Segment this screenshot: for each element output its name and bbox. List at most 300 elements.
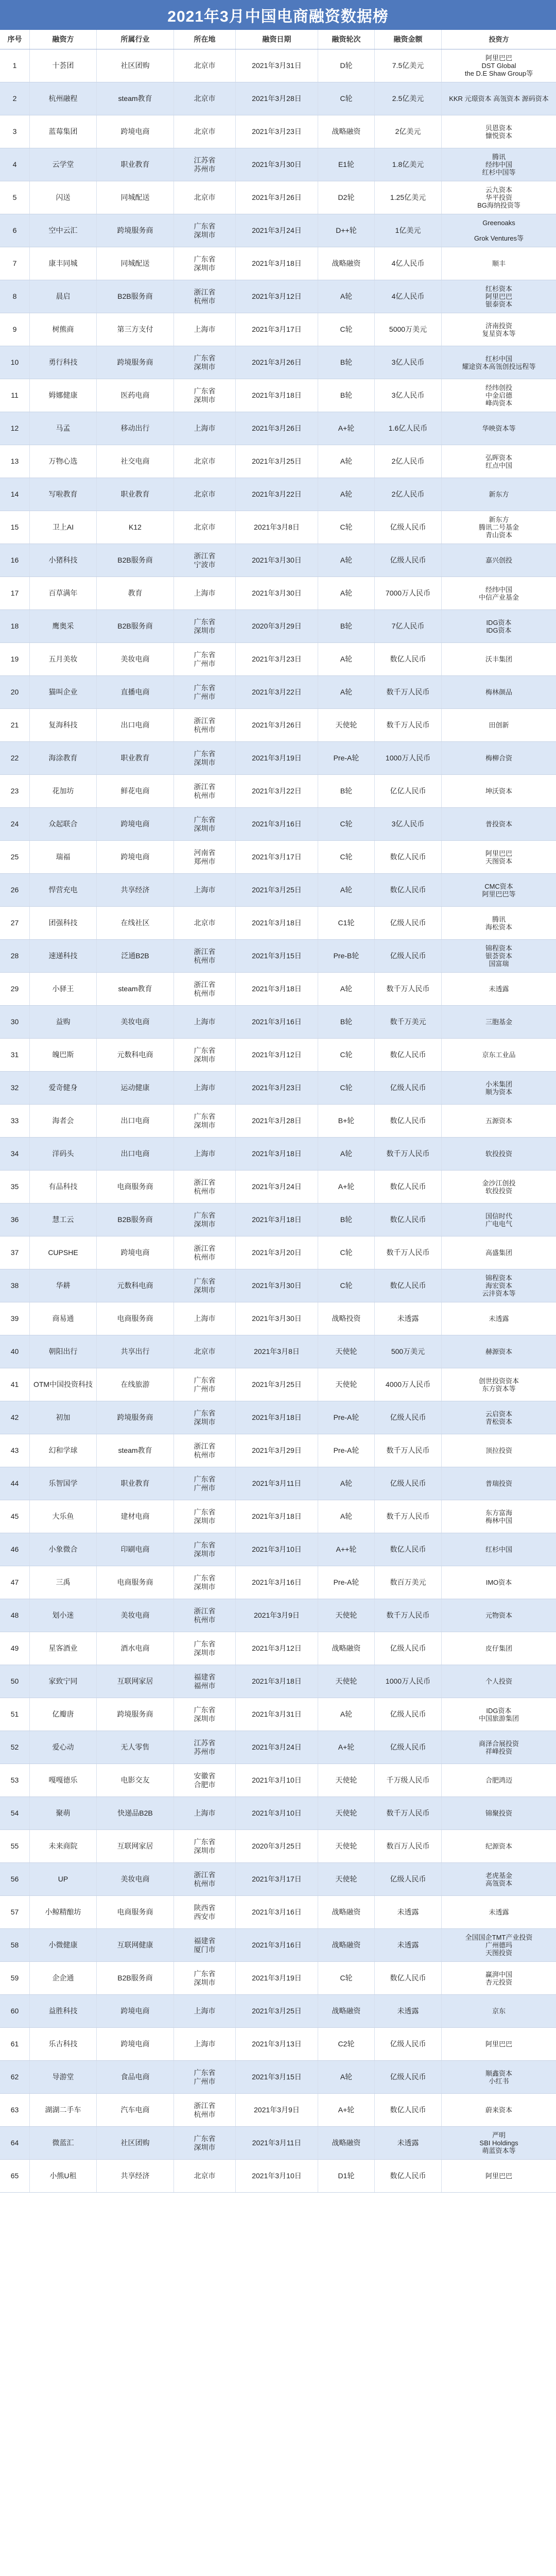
cell-company: 花加坊 bbox=[30, 775, 97, 807]
cell-location: 广东省 深圳市 bbox=[174, 1566, 236, 1599]
cell-date: 2021年3月8日 bbox=[236, 511, 318, 544]
table-row bbox=[0, 1797, 556, 1830]
cell-amount: 4000万人民币 bbox=[375, 1368, 442, 1401]
cell-investors: 个人投资 bbox=[485, 1677, 512, 1685]
cell-no: 47 bbox=[0, 1566, 30, 1599]
cell-company: 星客酒业 bbox=[30, 1632, 97, 1665]
cell-round: 战略融资 bbox=[318, 1632, 375, 1665]
cell-amount: 数亿人民币 bbox=[375, 841, 442, 873]
cell-industry: 鲜花电商 bbox=[97, 775, 174, 807]
cell-no: 3 bbox=[0, 115, 30, 148]
cell-investors: 红杉中国 bbox=[485, 1546, 512, 1553]
cell-date: 2021年3月18日 bbox=[236, 1500, 318, 1533]
cell-investors: 阿里巴巴 天图资本 bbox=[485, 849, 512, 865]
table-row bbox=[0, 478, 556, 511]
cell-industry: B2B服务商 bbox=[97, 1962, 174, 1994]
cell-industry: 跨境服务商 bbox=[97, 214, 174, 247]
table-row bbox=[0, 1929, 556, 1962]
cell-industry: 元数科电商 bbox=[97, 1039, 174, 1071]
cell-amount: 1000万人民币 bbox=[375, 1665, 442, 1698]
cell-location: 广东省 广州市 bbox=[174, 2061, 236, 2093]
cell-no: 25 bbox=[0, 841, 30, 873]
cell-round: C2轮 bbox=[318, 2028, 375, 2060]
cell-no: 24 bbox=[0, 808, 30, 840]
cell-investors: 赢湃中国 杏元投资 bbox=[485, 1970, 512, 1986]
cell-industry: 出口电商 bbox=[97, 1138, 174, 1170]
cell-company: 卫上AI bbox=[30, 511, 97, 544]
cell-industry: K12 bbox=[97, 511, 174, 544]
table-row bbox=[0, 1236, 556, 1269]
table-row bbox=[0, 280, 556, 313]
cell-location: 浙江省 杭州市 bbox=[174, 1863, 236, 1895]
cell-round: A轮 bbox=[318, 874, 375, 906]
cell-round: 天使轮 bbox=[318, 1368, 375, 1401]
table-row bbox=[0, 1896, 556, 1929]
cell-no: 9 bbox=[0, 313, 30, 346]
cell-company: 众起联合 bbox=[30, 808, 97, 840]
cell-date: 2021年3月19日 bbox=[236, 1962, 318, 1994]
cell-no: 60 bbox=[0, 1995, 30, 2027]
cell-date: 2021年3月22日 bbox=[236, 478, 318, 511]
cell-no: 64 bbox=[0, 2127, 30, 2159]
cell-no: 46 bbox=[0, 1533, 30, 1566]
cell-industry: 互联网健康 bbox=[97, 1929, 174, 1961]
cell-round: A轮 bbox=[318, 280, 375, 313]
cell-no: 23 bbox=[0, 775, 30, 807]
cell-location: 广东省 深圳市 bbox=[174, 1962, 236, 1994]
cell-industry: 电商服务商 bbox=[97, 1302, 174, 1335]
header-cell-company: 融资方 bbox=[30, 30, 97, 49]
cell-no: 35 bbox=[0, 1171, 30, 1203]
cell-company: 商易通 bbox=[30, 1302, 97, 1335]
cell-round: Pre-A轮 bbox=[318, 1401, 375, 1434]
table-row bbox=[0, 1764, 556, 1797]
table-row bbox=[0, 1665, 556, 1698]
cell-company: 团强科技 bbox=[30, 907, 97, 939]
cell-investors: 红杉中国 耀途资本高瓴创投远程等 bbox=[462, 354, 536, 370]
cell-company: 速递科技 bbox=[30, 940, 97, 972]
cell-amount: 数亿人民币 bbox=[375, 1039, 442, 1071]
table-row bbox=[0, 49, 556, 82]
cell-company: 划小迷 bbox=[30, 1599, 97, 1632]
header-cell-location: 所在地 bbox=[174, 30, 236, 49]
cell-location: 广东省 广州市 bbox=[174, 676, 236, 708]
cell-round: A轮 bbox=[318, 544, 375, 577]
cell-date: 2021年3月30日 bbox=[236, 544, 318, 577]
table-row bbox=[0, 1006, 556, 1039]
cell-industry: 印刷电商 bbox=[97, 1533, 174, 1566]
cell-amount: 数亿人民币 bbox=[375, 643, 442, 675]
cell-industry: B2B服务商 bbox=[97, 610, 174, 642]
table-row bbox=[0, 643, 556, 676]
cell-no: 49 bbox=[0, 1632, 30, 1665]
table-row bbox=[0, 1269, 556, 1302]
cell-date: 2021年3月9日 bbox=[236, 2094, 318, 2126]
cell-no: 19 bbox=[0, 643, 30, 675]
cell-date: 2021年3月26日 bbox=[236, 181, 318, 214]
cell-date: 2021年3月10日 bbox=[236, 2160, 318, 2192]
cell-investors: 商泽合展投资 祥峰投资 bbox=[478, 1739, 519, 1755]
cell-round: 战略融资 bbox=[318, 1896, 375, 1928]
cell-location: 上海市 bbox=[174, 1797, 236, 1829]
cell-date: 2021年3月29日 bbox=[236, 1434, 318, 1467]
cell-location: 河南省 郑州市 bbox=[174, 841, 236, 873]
cell-amount: 数千万人民币 bbox=[375, 973, 442, 1005]
table-row bbox=[0, 214, 556, 247]
cell-no: 51 bbox=[0, 1698, 30, 1731]
cell-industry: 汽车电商 bbox=[97, 2094, 174, 2126]
cell-location: 上海市 bbox=[174, 2028, 236, 2060]
cell-industry: B2B服务商 bbox=[97, 280, 174, 313]
cell-location: 浙江省 杭州市 bbox=[174, 2094, 236, 2126]
cell-industry: 跨境服务商 bbox=[97, 346, 174, 379]
cell-industry: 电商服务商 bbox=[97, 1171, 174, 1203]
cell-round: B轮 bbox=[318, 1006, 375, 1038]
cell-location: 广东省 深圳市 bbox=[174, 1698, 236, 1731]
cell-round: C轮 bbox=[318, 1962, 375, 1994]
cell-round: Pre-A轮 bbox=[318, 742, 375, 774]
cell-industry: 电商服务商 bbox=[97, 1566, 174, 1599]
cell-location: 上海市 bbox=[174, 1302, 236, 1335]
cell-investors: 纪源资本 bbox=[485, 1842, 512, 1850]
header-cell-industry: 所属行业 bbox=[97, 30, 174, 49]
cell-investors: 云九资本 华平投资 BG海纳投资等 bbox=[477, 186, 520, 209]
cell-round: C轮 bbox=[318, 313, 375, 346]
cell-location: 浙江省 杭州市 bbox=[174, 709, 236, 741]
table-row bbox=[0, 313, 556, 346]
cell-amount: 亿级人民币 bbox=[375, 511, 442, 544]
cell-round: A轮 bbox=[318, 445, 375, 478]
cell-investors: 顶拉投资 bbox=[485, 1447, 512, 1454]
cell-amount: 数亿人民币 bbox=[375, 874, 442, 906]
cell-date: 2021年3月18日 bbox=[236, 973, 318, 1005]
cell-location: 福建省 厦门市 bbox=[174, 1929, 236, 1961]
cell-location: 广东省 深圳市 bbox=[174, 1204, 236, 1236]
cell-amount: 数千万人民币 bbox=[375, 1599, 442, 1632]
cell-location: 安徽省 合肥市 bbox=[174, 1764, 236, 1797]
cell-round: A+轮 bbox=[318, 1731, 375, 1764]
cell-round: 天使轮 bbox=[318, 1764, 375, 1797]
cell-investors: 东方富海 梅林中国 bbox=[485, 1509, 512, 1524]
cell-investors: CMC资本 阿里巴巴等 bbox=[482, 882, 516, 898]
cell-date: 2021年3月25日 bbox=[236, 874, 318, 906]
cell-location: 浙江省 杭州市 bbox=[174, 1171, 236, 1203]
cell-investors: 五源资本 bbox=[485, 1117, 512, 1125]
cell-industry: 职业教育 bbox=[97, 478, 174, 511]
cell-amount: 亿级人民币 bbox=[375, 2061, 442, 2093]
cell-amount: 亿级人民币 bbox=[375, 1467, 442, 1500]
cell-date: 2021年3月23日 bbox=[236, 115, 318, 148]
cell-date: 2021年3月16日 bbox=[236, 1929, 318, 1961]
cell-investors: 顺丰 bbox=[492, 260, 506, 267]
table-row bbox=[0, 2127, 556, 2160]
cell-no: 11 bbox=[0, 379, 30, 412]
cell-no: 44 bbox=[0, 1467, 30, 1500]
cell-no: 34 bbox=[0, 1138, 30, 1170]
cell-no: 36 bbox=[0, 1204, 30, 1236]
cell-company: 魄巴斯 bbox=[30, 1039, 97, 1071]
cell-company: 猫叫企业 bbox=[30, 676, 97, 708]
cell-investors: 云启资本 青松资本 bbox=[485, 1410, 512, 1426]
cell-date: 2021年3月17日 bbox=[236, 313, 318, 346]
cell-company: 湖湖二手车 bbox=[30, 2094, 97, 2126]
cell-amount: 数亿人民币 bbox=[375, 2160, 442, 2192]
cell-location: 江苏省 苏州市 bbox=[174, 148, 236, 181]
cell-investors: 普瑞投资 bbox=[485, 1480, 512, 1487]
cell-amount: 数千万人民币 bbox=[375, 1236, 442, 1269]
cell-round: E1轮 bbox=[318, 148, 375, 181]
cell-location: 广东省 深圳市 bbox=[174, 2127, 236, 2159]
cell-round: C轮 bbox=[318, 1269, 375, 1302]
table-row bbox=[0, 973, 556, 1006]
cell-investors: 田创新 bbox=[489, 721, 509, 729]
cell-amount: 数亿人民币 bbox=[375, 1533, 442, 1566]
cell-amount: 数亿人民币 bbox=[375, 2094, 442, 2126]
cell-industry: 第三方支付 bbox=[97, 313, 174, 346]
cell-company: UP bbox=[30, 1863, 97, 1895]
cell-investors: 沃丰集团 bbox=[485, 655, 512, 663]
cell-amount: 1.25亿美元 bbox=[375, 181, 442, 214]
cell-location: 广东省 深圳市 bbox=[174, 214, 236, 247]
cell-date: 2021年3月15日 bbox=[236, 940, 318, 972]
cell-company: 有品科技 bbox=[30, 1171, 97, 1203]
cell-company: 写啦教育 bbox=[30, 478, 97, 511]
table-row bbox=[0, 2028, 556, 2061]
cell-investors: 金沙江创投 软投投资 bbox=[482, 1179, 516, 1195]
cell-amount: 数千万人民币 bbox=[375, 1797, 442, 1829]
cell-no: 31 bbox=[0, 1039, 30, 1071]
cell-no: 17 bbox=[0, 577, 30, 609]
cell-industry: 同城配送 bbox=[97, 181, 174, 214]
cell-company: 聚萌 bbox=[30, 1797, 97, 1829]
cell-date: 2021年3月24日 bbox=[236, 1731, 318, 1764]
cell-company: 洋码头 bbox=[30, 1138, 97, 1170]
cell-company: 爱心动 bbox=[30, 1731, 97, 1764]
cell-investors: 锦程资本 银荟资本 国富瑞 bbox=[485, 944, 512, 968]
cell-no: 6 bbox=[0, 214, 30, 247]
table-row bbox=[0, 346, 556, 379]
cell-company: 瑞福 bbox=[30, 841, 97, 873]
cell-location: 广东省 深圳市 bbox=[174, 379, 236, 412]
cell-investors: 新东方 腾讯二号基金 青山资本 bbox=[478, 516, 519, 539]
table-row bbox=[0, 610, 556, 643]
cell-date: 2021年3月16日 bbox=[236, 1566, 318, 1599]
cell-round: C轮 bbox=[318, 841, 375, 873]
cell-round: A轮 bbox=[318, 1698, 375, 1731]
cell-no: 26 bbox=[0, 874, 30, 906]
cell-company: 幻和学球 bbox=[30, 1434, 97, 1467]
cell-no: 65 bbox=[0, 2160, 30, 2192]
cell-location: 北京市 bbox=[174, 115, 236, 148]
table-row bbox=[0, 544, 556, 577]
cell-date: 2021年3月18日 bbox=[236, 1204, 318, 1236]
cell-no: 59 bbox=[0, 1962, 30, 1994]
cell-industry: 跨境服务商 bbox=[97, 1401, 174, 1434]
cell-company: 小猪科技 bbox=[30, 544, 97, 577]
cell-company: 嘎嘎德乐 bbox=[30, 1764, 97, 1797]
table-row bbox=[0, 1434, 556, 1467]
cell-date: 2021年3月28日 bbox=[236, 1105, 318, 1137]
header-cell-date: 融资日期 bbox=[236, 30, 318, 49]
cell-round: C轮 bbox=[318, 1236, 375, 1269]
cell-industry: 共享经济 bbox=[97, 2160, 174, 2192]
cell-industry: 医药电商 bbox=[97, 379, 174, 412]
cell-industry: steam教育 bbox=[97, 82, 174, 115]
cell-investors: 锦程资本 海宏资本 云沣资本等 bbox=[482, 1274, 516, 1297]
table-row bbox=[0, 1863, 556, 1896]
cell-industry: 共享出行 bbox=[97, 1335, 174, 1368]
cell-amount: 1亿美元 bbox=[375, 214, 442, 247]
cell-location: 浙江省 杭州市 bbox=[174, 280, 236, 313]
cell-industry: 泛通B2B bbox=[97, 940, 174, 972]
table-row bbox=[0, 1039, 556, 1072]
header-cell-amount: 融资金额 bbox=[375, 30, 442, 49]
cell-amount: 数千万人民币 bbox=[375, 676, 442, 708]
cell-industry: 跨境电商 bbox=[97, 1995, 174, 2027]
cell-investors: IDG资本 中国旅游集团 bbox=[478, 1706, 519, 1722]
cell-investors: 嘉兴创投 bbox=[485, 556, 512, 564]
table-row bbox=[0, 2094, 556, 2127]
cell-date: 2021年3月18日 bbox=[236, 1138, 318, 1170]
cell-investors: 未透露 bbox=[489, 1908, 509, 1916]
cell-industry: 同城配送 bbox=[97, 247, 174, 280]
cell-round: C轮 bbox=[318, 511, 375, 544]
cell-round: Pre-A轮 bbox=[318, 1434, 375, 1467]
cell-investors: 国信时代 广电电气 bbox=[485, 1212, 512, 1228]
cell-no: 62 bbox=[0, 2061, 30, 2093]
table-row bbox=[0, 1599, 556, 1632]
cell-round: D++轮 bbox=[318, 214, 375, 247]
cell-investors: 经纬中国 中信产业基金 bbox=[478, 585, 519, 601]
cell-industry: 直播电商 bbox=[97, 676, 174, 708]
cell-location: 上海市 bbox=[174, 412, 236, 445]
page-title: 2021年3月中国电商融资数据榜 bbox=[0, 0, 556, 30]
cell-industry: 美妆电商 bbox=[97, 1006, 174, 1038]
table-row bbox=[0, 775, 556, 808]
cell-location: 浙江省 杭州市 bbox=[174, 1434, 236, 1467]
cell-investors: 创世投资资本 东方资本等 bbox=[478, 1377, 519, 1393]
cell-company: 云学堂 bbox=[30, 148, 97, 181]
cell-company: 小鲸精酿坊 bbox=[30, 1896, 97, 1928]
cell-industry: 跨境电商 bbox=[97, 115, 174, 148]
cell-industry: 元数科电商 bbox=[97, 1269, 174, 1302]
cell-investors: 腾讯 经纬中国 红杉中国等 bbox=[482, 153, 516, 176]
cell-date: 2021年3月17日 bbox=[236, 841, 318, 873]
cell-amount: 数千万人民币 bbox=[375, 1434, 442, 1467]
cell-investors: 梅林颜品 bbox=[485, 688, 512, 696]
cell-amount: 2亿人民币 bbox=[375, 445, 442, 478]
cell-investors: KKR 元璟资本 高瓴资本 源码资本 bbox=[449, 95, 549, 103]
cell-amount: 1.8亿美元 bbox=[375, 148, 442, 181]
cell-investors: 京东 bbox=[492, 2007, 506, 2015]
cell-amount: 数亿人民币 bbox=[375, 1105, 442, 1137]
cell-company: 悍营充电 bbox=[30, 874, 97, 906]
cell-round: C轮 bbox=[318, 1039, 375, 1071]
table-row bbox=[0, 412, 556, 445]
table-row bbox=[0, 181, 556, 214]
cell-investors: 皮仔集团 bbox=[485, 1645, 512, 1652]
cell-round: A轮 bbox=[318, 1500, 375, 1533]
cell-location: 北京市 bbox=[174, 445, 236, 478]
cell-company: 乐智国学 bbox=[30, 1467, 97, 1500]
cell-company: 海者会 bbox=[30, 1105, 97, 1137]
cell-round: A轮 bbox=[318, 1467, 375, 1500]
cell-no: 43 bbox=[0, 1434, 30, 1467]
cell-investors: 全国国企TMT产业投资 广州德玛 天图投资 bbox=[465, 1934, 533, 1957]
cell-industry: 电影交友 bbox=[97, 1764, 174, 1797]
cell-date: 2021年3月18日 bbox=[236, 1401, 318, 1434]
cell-investors: 未透露 bbox=[489, 1315, 509, 1323]
cell-investors: 新东方 bbox=[489, 490, 509, 498]
cell-location: 上海市 bbox=[174, 313, 236, 346]
cell-date: 2021年3月12日 bbox=[236, 1632, 318, 1665]
cell-company: 蓝莓集团 bbox=[30, 115, 97, 148]
cell-industry: steam教育 bbox=[97, 1434, 174, 1467]
cell-industry: 无人零售 bbox=[97, 1731, 174, 1764]
cell-no: 14 bbox=[0, 478, 30, 511]
table-row bbox=[0, 1171, 556, 1204]
table-row bbox=[0, 1698, 556, 1731]
header-cell-investors: 投资方 bbox=[489, 36, 509, 43]
cell-date: 2021年3月18日 bbox=[236, 379, 318, 412]
cell-company: 益购 bbox=[30, 1006, 97, 1038]
cell-company: 企企通 bbox=[30, 1962, 97, 1994]
cell-investors: 锦聚投资 bbox=[485, 1809, 512, 1817]
table-row bbox=[0, 808, 556, 841]
cell-investors: 贝恩资本 慷悦资本 bbox=[485, 124, 512, 140]
cell-location: 广东省 深圳市 bbox=[174, 742, 236, 774]
table-row bbox=[0, 1533, 556, 1566]
cell-date: 2020年3月29日 bbox=[236, 610, 318, 642]
cell-round: A轮 bbox=[318, 2061, 375, 2093]
cell-amount: 亿级人民币 bbox=[375, 1632, 442, 1665]
cell-date: 2021年3月22日 bbox=[236, 775, 318, 807]
cell-round: D轮 bbox=[318, 49, 375, 82]
cell-location: 广东省 深圳市 bbox=[174, 610, 236, 642]
cell-location: 上海市 bbox=[174, 1072, 236, 1104]
cell-investors: 三胞基金 bbox=[485, 1018, 512, 1026]
cell-date: 2021年3月13日 bbox=[236, 2028, 318, 2060]
cell-industry: 跨境电商 bbox=[97, 1236, 174, 1269]
cell-amount: 3亿人民币 bbox=[375, 808, 442, 840]
cell-round: 战略融资 bbox=[318, 2127, 375, 2159]
cell-location: 北京市 bbox=[174, 478, 236, 511]
cell-date: 2021年3月18日 bbox=[236, 1665, 318, 1698]
cell-investors: IDG资本 IDG资本 bbox=[486, 618, 512, 634]
cell-round: 战略融资 bbox=[318, 247, 375, 280]
cell-amount: 亿级人民币 bbox=[375, 2028, 442, 2060]
cell-company: 勇行科技 bbox=[30, 346, 97, 379]
header-cell-no: 序号 bbox=[0, 30, 30, 49]
cell-investors: 华映资本等 bbox=[482, 425, 516, 432]
cell-round: B轮 bbox=[318, 379, 375, 412]
cell-date: 2021年3月31日 bbox=[236, 49, 318, 82]
cell-industry: 共享经济 bbox=[97, 874, 174, 906]
table-row bbox=[0, 1138, 556, 1171]
cell-company: 初加 bbox=[30, 1401, 97, 1434]
cell-amount: 数百万人民币 bbox=[375, 1830, 442, 1862]
cell-location: 北京市 bbox=[174, 181, 236, 214]
cell-date: 2021年3月31日 bbox=[236, 1698, 318, 1731]
cell-amount: 亿级人民币 bbox=[375, 1401, 442, 1434]
cell-date: 2021年3月24日 bbox=[236, 1171, 318, 1203]
cell-location: 广东省 深圳市 bbox=[174, 1401, 236, 1434]
cell-round: 天使轮 bbox=[318, 1830, 375, 1862]
cell-location: 广东省 深圳市 bbox=[174, 1105, 236, 1137]
table-row bbox=[0, 1995, 556, 2028]
cell-amount: 亿级人民币 bbox=[375, 1731, 442, 1764]
cell-location: 广东省 广州市 bbox=[174, 1368, 236, 1401]
